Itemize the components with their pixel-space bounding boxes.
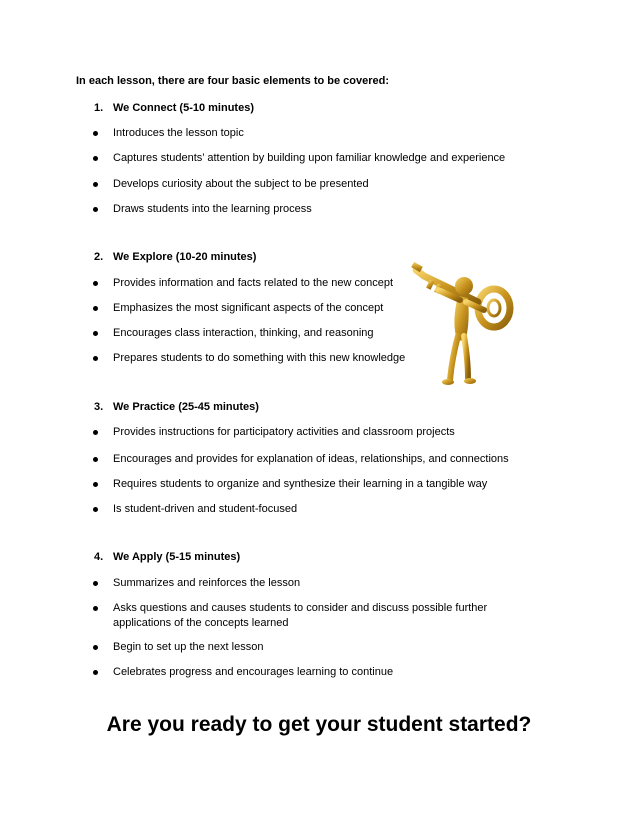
bullet-icon <box>93 482 98 487</box>
section-number: 4. <box>94 551 104 563</box>
list-item-text: Encourages class interaction, thinking, and reasoning <box>113 327 374 339</box>
bullet-icon <box>93 131 98 136</box>
list-item-text: Celebrates progress and encourages learning to continue <box>113 666 394 678</box>
section-title: We Connect (5-10 minutes) <box>113 102 254 114</box>
bullet-icon <box>93 430 98 435</box>
section-number: 3. <box>94 401 104 413</box>
list-item <box>93 202 533 217</box>
section-heading-practice <box>94 401 259 413</box>
section-title: We Apply (5-15 minutes) <box>113 551 241 563</box>
section-number: 2. <box>94 251 104 263</box>
bullet-icon <box>93 182 98 187</box>
bullet-icon <box>93 457 98 462</box>
bullet-icon <box>93 670 98 675</box>
intro-heading: In each lesson, there are four basic elements to be covered: <box>76 75 390 87</box>
list-item <box>93 126 533 141</box>
list-item-text: Asks questions and causes students to consider and discuss possible further applications of the concepts learned <box>113 602 488 629</box>
list-item <box>93 601 533 631</box>
bullet-icon <box>93 156 98 161</box>
section-heading-apply <box>94 551 240 563</box>
list-item-text: Provides information and facts related to the new concept <box>113 277 394 289</box>
bullet-icon <box>93 306 98 311</box>
bullet-icon <box>93 606 98 611</box>
section-title: We Explore (10-20 minutes) <box>113 251 257 263</box>
bullet-icon <box>93 331 98 336</box>
section-title: We Practice (25-45 minutes) <box>113 401 259 413</box>
bullet-icon <box>93 356 98 361</box>
bullet-icon <box>93 281 98 286</box>
gold-figure-holding-key-icon <box>402 262 520 388</box>
list-item-text: Captures students’ attention by building upon familiar knowledge and experience <box>113 152 506 164</box>
list-item <box>93 665 533 680</box>
list-item <box>93 502 533 517</box>
bullet-icon <box>93 207 98 212</box>
list-item-text: Encourages and provides for explanation of ideas, relationships, and connections <box>113 453 509 465</box>
list-item <box>93 576 533 591</box>
list-item-text: Introduces the lesson topic <box>113 127 244 139</box>
list-item-text: Begin to set up the next lesson <box>113 641 264 653</box>
list-item <box>93 151 533 166</box>
bullet-icon <box>93 645 98 650</box>
list-item-text: Prepares students to do something with this new knowledge <box>113 352 406 364</box>
closing-headline: Are you ready to get your student started? <box>106 713 532 736</box>
list-item <box>93 425 533 440</box>
bullet-icon <box>93 581 98 586</box>
section-heading-explore <box>94 251 256 263</box>
section-number: 1. <box>94 102 104 114</box>
section-heading-connect <box>94 102 254 114</box>
list-item <box>93 640 533 655</box>
list-item-text: Develops curiosity about the subject to be presented <box>113 178 369 190</box>
list-item-text: Summarizes and reinforces the lesson <box>113 577 301 589</box>
list-item-text: Provides instructions for participatory activities and classroom projects <box>113 426 455 438</box>
list-item-text: Emphasizes the most significant aspects of the concept <box>113 302 384 314</box>
bullet-icon <box>93 507 98 512</box>
list-item <box>93 477 533 492</box>
list-item-text: Draws students into the learning process <box>113 203 312 215</box>
list-item <box>93 177 533 192</box>
list-item-text: Is student-driven and student-focused <box>113 503 298 515</box>
list-item <box>93 452 533 467</box>
list-item-text: Requires students to organize and synthesize their learning in a tangible way <box>113 478 488 490</box>
